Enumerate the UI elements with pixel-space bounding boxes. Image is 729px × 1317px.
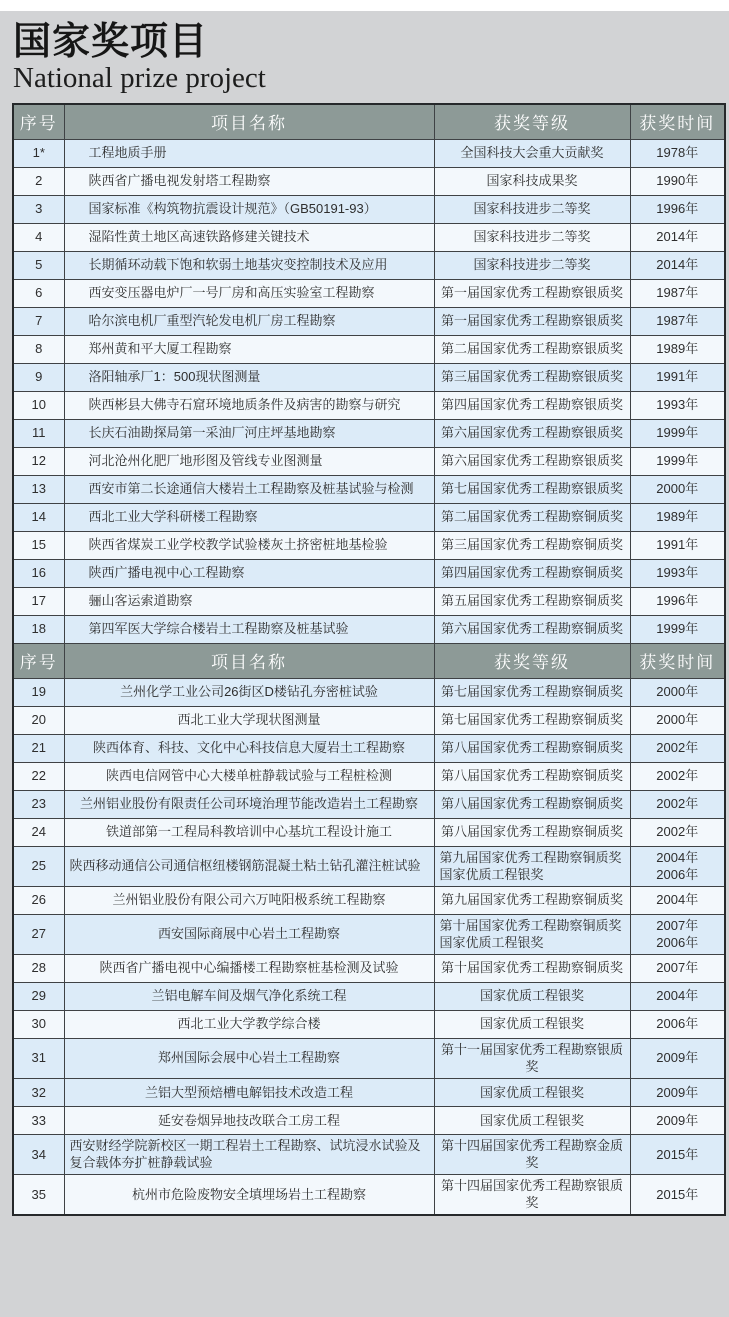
award-level-cell xyxy=(434,363,630,391)
project-name-cell: 兰铝大型预焙槽电解铝技术改造工程 xyxy=(64,1078,434,1106)
cell-line: 2009年 xyxy=(656,1084,699,1100)
award-level-cell xyxy=(434,954,630,982)
cell-line: 国家优质工程银奖 xyxy=(439,935,544,951)
cell-line: 第七届国家优秀工程勘察银质奖 xyxy=(440,481,623,497)
row-number-cell: 30 xyxy=(13,1010,64,1038)
row-number-cell: 9 xyxy=(13,363,64,391)
award-level-cell xyxy=(434,734,630,762)
table-row xyxy=(13,1134,725,1174)
cell-line: 2007年 xyxy=(656,917,699,933)
cell-line: 第九届国家优秀工程勘察铜质奖 xyxy=(439,849,622,865)
cell-line: 第一届国家优秀工程勘察银质奖 xyxy=(440,285,623,301)
cell-line: 第八届国家优秀工程勘察铜质奖 xyxy=(440,768,623,784)
cell-line: 第四届国家优秀工程勘察铜质奖 xyxy=(440,565,623,581)
row-number-cell: 2 xyxy=(13,167,64,195)
project-name-cell: 长庆石油勘探局第一采油厂河庄坪基地勘察 xyxy=(64,419,434,447)
cell-line: 2004年 xyxy=(656,988,699,1004)
row-number-cell: 26 xyxy=(13,886,64,914)
award-level-cell xyxy=(434,1010,630,1038)
award-year-cell xyxy=(630,363,725,391)
award-year-cell xyxy=(630,279,725,307)
project-name-cell: 西安变压器电炉厂一号厂房和高压实验室工程勘察 xyxy=(64,279,434,307)
cell-line: 第六届国家优秀工程勘察银质奖 xyxy=(440,425,623,441)
cell-line: 2015年 xyxy=(656,1146,699,1162)
table-row xyxy=(13,279,725,307)
award-year-cell xyxy=(630,503,725,531)
column-header: 获奖等级 xyxy=(434,643,630,678)
table-row xyxy=(13,1106,725,1134)
top-white-strip xyxy=(0,0,729,11)
award-year-cell xyxy=(630,391,725,419)
row-number-cell: 35 xyxy=(13,1174,64,1215)
row-number-cell: 6 xyxy=(13,279,64,307)
cell-line: 1993年 xyxy=(656,397,699,413)
cell-line: 2006年 xyxy=(656,867,699,883)
award-year-cell xyxy=(630,846,725,886)
table-row xyxy=(13,982,725,1010)
award-level-cell xyxy=(434,447,630,475)
project-name-cell: 延安卷烟异地技改联合工房工程 xyxy=(64,1106,434,1134)
row-number-cell: 10 xyxy=(13,391,64,419)
table-row xyxy=(13,1038,725,1078)
award-level-cell xyxy=(434,307,630,335)
row-number-cell: 1* xyxy=(13,139,64,167)
cell-line: 2002年 xyxy=(656,796,699,812)
cell-line: 2004年 xyxy=(656,892,699,908)
project-name-cell: 第四军医大学综合楼岩土工程勘察及桩基试验 xyxy=(64,615,434,643)
award-year-cell xyxy=(630,954,725,982)
column-header: 项目名称 xyxy=(64,104,434,139)
column-header: 项目名称 xyxy=(64,643,434,678)
cell-line: 1987年 xyxy=(656,313,699,329)
award-level-cell xyxy=(434,335,630,363)
project-name-cell: 兰铝电解车间及烟气净化系统工程 xyxy=(64,982,434,1010)
cell-line: 第一届国家优秀工程勘察银质奖 xyxy=(440,313,623,329)
cell-line: 2000年 xyxy=(656,684,699,700)
award-year-cell xyxy=(630,475,725,503)
cell-line: 国家优质工程银奖 xyxy=(479,1084,584,1100)
award-level-cell xyxy=(434,818,630,846)
award-level-cell xyxy=(434,678,630,706)
award-level-cell xyxy=(434,531,630,559)
cell-line: 1996年 xyxy=(656,201,699,217)
cell-line: 第十一届国家优秀工程勘察银质奖 xyxy=(440,1041,623,1075)
row-number-cell: 14 xyxy=(13,503,64,531)
project-name-cell: 陕西体育、科技、文化中心科技信息大厦岩土工程勘察 xyxy=(64,734,434,762)
table-row xyxy=(13,223,725,251)
project-name-cell: 湿陷性黄土地区高速铁路修建关键技术 xyxy=(64,223,434,251)
award-level-cell xyxy=(434,279,630,307)
project-name-cell: 西北工业大学教学综合楼 xyxy=(64,1010,434,1038)
award-level-cell xyxy=(434,1134,630,1174)
cell-line: 国家优质工程银奖 xyxy=(479,1112,584,1128)
award-year-cell xyxy=(630,982,725,1010)
prize-table xyxy=(12,103,726,1216)
row-number-cell: 11 xyxy=(13,419,64,447)
cell-line: 1991年 xyxy=(656,369,699,385)
project-name-cell: 铁道部第一工程局科教培训中心基坑工程设计施工 xyxy=(64,818,434,846)
project-name-cell: 西安市第二长途通信大楼岩土工程勘察及桩基试验与检测 xyxy=(64,475,434,503)
award-year-cell xyxy=(630,559,725,587)
table-row xyxy=(13,195,725,223)
cell-line: 1999年 xyxy=(656,621,699,637)
table-row xyxy=(13,363,725,391)
award-level-cell xyxy=(434,223,630,251)
award-year-cell xyxy=(630,1038,725,1078)
row-number-cell: 28 xyxy=(13,954,64,982)
cell-line: 2007年 xyxy=(656,960,699,976)
cell-line: 2009年 xyxy=(656,1050,699,1066)
award-year-cell xyxy=(630,818,725,846)
cell-line: 全国科技大会重大贡献奖 xyxy=(460,145,604,161)
row-number-cell: 31 xyxy=(13,1038,64,1078)
cell-line: 1999年 xyxy=(656,453,699,469)
project-name-cell: 兰州铝业股份有限公司六万吨阳极系统工程勘察 xyxy=(64,886,434,914)
award-year-cell xyxy=(630,1174,725,1215)
column-header: 获奖等级 xyxy=(434,104,630,139)
row-number-cell: 34 xyxy=(13,1134,64,1174)
cell-line: 第十四届国家优秀工程勘察金质奖 xyxy=(440,1137,623,1171)
cell-line: 第十四届国家优秀工程勘察银质奖 xyxy=(440,1177,623,1211)
table-row xyxy=(13,790,725,818)
table-row xyxy=(13,615,725,643)
award-level-cell xyxy=(434,615,630,643)
table-row xyxy=(13,706,725,734)
cell-line: 2000年 xyxy=(656,481,699,497)
cell-line: 第七届国家优秀工程勘察铜质奖 xyxy=(440,712,623,728)
table-row xyxy=(13,447,725,475)
award-level-cell xyxy=(434,139,630,167)
table-row xyxy=(13,559,725,587)
award-year-cell xyxy=(630,886,725,914)
column-header: 获奖时间 xyxy=(630,643,725,678)
row-number-cell: 27 xyxy=(13,914,64,954)
row-number-cell: 21 xyxy=(13,734,64,762)
table-header-row xyxy=(13,643,725,678)
cell-line: 1978年 xyxy=(656,145,699,161)
row-number-cell: 20 xyxy=(13,706,64,734)
award-level-cell xyxy=(434,559,630,587)
cell-line: 第六届国家优秀工程勘察铜质奖 xyxy=(440,621,623,637)
cell-line: 第八届国家优秀工程勘察铜质奖 xyxy=(440,796,623,812)
row-number-cell: 23 xyxy=(13,790,64,818)
row-number-cell: 22 xyxy=(13,762,64,790)
cell-line: 1996年 xyxy=(656,593,699,609)
cell-line: 1987年 xyxy=(656,285,699,301)
table-row xyxy=(13,251,725,279)
column-header: 序号 xyxy=(13,643,64,678)
award-level-cell xyxy=(434,1078,630,1106)
cell-line: 第六届国家优秀工程勘察银质奖 xyxy=(440,453,623,469)
project-name-cell: 长期循环动载下饱和软弱土地基灾变控制技术及应用 xyxy=(64,251,434,279)
cell-line: 1991年 xyxy=(656,537,699,553)
cell-line: 国家优质工程银奖 xyxy=(479,1016,584,1032)
project-name-cell: 兰州化学工业公司26街区D楼钻孔夯密桩试验 xyxy=(64,678,434,706)
award-level-cell xyxy=(434,1038,630,1078)
project-name-cell: 西北工业大学现状图测量 xyxy=(64,706,434,734)
award-year-cell xyxy=(630,587,725,615)
award-year-cell xyxy=(630,139,725,167)
award-year-cell xyxy=(630,734,725,762)
award-level-cell xyxy=(434,475,630,503)
cell-line: 1989年 xyxy=(656,509,699,525)
award-level-cell xyxy=(434,503,630,531)
award-year-cell xyxy=(630,1106,725,1134)
row-number-cell: 18 xyxy=(13,615,64,643)
table-row xyxy=(13,1078,725,1106)
table-row xyxy=(13,391,725,419)
cell-line: 第二届国家优秀工程勘察银质奖 xyxy=(440,341,623,357)
award-year-cell xyxy=(630,914,725,954)
cell-line: 国家优质工程银奖 xyxy=(479,988,584,1004)
award-year-cell xyxy=(630,195,725,223)
award-level-cell xyxy=(434,419,630,447)
table-row xyxy=(13,818,725,846)
cell-line: 2014年 xyxy=(656,229,699,245)
award-year-cell xyxy=(630,678,725,706)
project-name-cell: 郑州黄和平大厦工程勘察 xyxy=(64,335,434,363)
cell-line: 2006年 xyxy=(656,1016,699,1032)
cell-line: 第三届国家优秀工程勘察铜质奖 xyxy=(440,537,623,553)
project-name-cell: 陕西省广播电视中心编播楼工程勘察桩基检测及试验 xyxy=(64,954,434,982)
table-row xyxy=(13,475,725,503)
award-level-cell xyxy=(434,706,630,734)
project-name-cell: 陕西省煤炭工业学校教学试验楼灰土挤密桩地基检验 xyxy=(64,531,434,559)
cell-line: 1999年 xyxy=(656,425,699,441)
project-name-cell: 陕西电信网管中心大楼单桩静载试验与工程桩检测 xyxy=(64,762,434,790)
award-year-cell xyxy=(630,307,725,335)
cell-line: 2002年 xyxy=(656,740,699,756)
award-level-cell xyxy=(434,914,630,954)
cell-line: 国家科技进步二等奖 xyxy=(473,201,591,217)
award-level-cell xyxy=(434,587,630,615)
award-year-cell xyxy=(630,223,725,251)
award-year-cell xyxy=(630,419,725,447)
cell-line: 2015年 xyxy=(656,1186,699,1202)
project-name-cell: 工程地质手册 xyxy=(64,139,434,167)
award-year-cell xyxy=(630,531,725,559)
project-name-cell: 国家标准《构筑物抗震设计规范》（GB50191-93） xyxy=(64,195,434,223)
table-row xyxy=(13,167,725,195)
project-name-cell: 兰州铝业股份有限责任公司环境治理节能改造岩土工程勘察 xyxy=(64,790,434,818)
cell-line: 2004年 xyxy=(656,849,699,865)
award-year-cell xyxy=(630,1078,725,1106)
cell-line: 2014年 xyxy=(656,257,699,273)
award-year-cell xyxy=(630,706,725,734)
table-row xyxy=(13,1174,725,1215)
cell-line: 2000年 xyxy=(656,712,699,728)
cell-line: 第二届国家优秀工程勘察铜质奖 xyxy=(440,509,623,525)
cell-line: 2006年 xyxy=(656,935,699,951)
table-row xyxy=(13,1010,725,1038)
project-name-cell: 哈尔滨电机厂重型汽轮发电机厂房工程勘察 xyxy=(64,307,434,335)
table-row xyxy=(13,734,725,762)
row-number-cell: 24 xyxy=(13,818,64,846)
table-row xyxy=(13,503,725,531)
cell-line: 国家优质工程银奖 xyxy=(439,867,544,883)
column-header: 获奖时间 xyxy=(630,104,725,139)
award-year-cell xyxy=(630,615,725,643)
column-header: 序号 xyxy=(13,104,64,139)
cell-line: 第七届国家优秀工程勘察铜质奖 xyxy=(440,684,623,700)
row-number-cell: 4 xyxy=(13,223,64,251)
award-year-cell xyxy=(630,762,725,790)
cell-line: 国家科技成果奖 xyxy=(486,173,578,189)
cell-line: 国家科技进步二等奖 xyxy=(473,257,591,273)
row-number-cell: 29 xyxy=(13,982,64,1010)
award-level-cell xyxy=(434,1106,630,1134)
row-number-cell: 13 xyxy=(13,475,64,503)
row-number-cell: 19 xyxy=(13,678,64,706)
row-number-cell: 12 xyxy=(13,447,64,475)
project-name-cell: 陕西彬县大佛寺石窟环境地质条件及病害的勘察与研究 xyxy=(64,391,434,419)
page-title: 国家奖项目 xyxy=(13,21,209,63)
row-number-cell: 8 xyxy=(13,335,64,363)
award-year-cell xyxy=(630,447,725,475)
cell-line: 第十届国家优秀工程勘察铜质奖 xyxy=(440,960,623,976)
table-row xyxy=(13,307,725,335)
cell-line: 第八届国家优秀工程勘察铜质奖 xyxy=(440,740,623,756)
row-number-cell: 3 xyxy=(13,195,64,223)
row-number-cell: 7 xyxy=(13,307,64,335)
row-number-cell: 25 xyxy=(13,846,64,886)
award-level-cell xyxy=(434,762,630,790)
table-header-row xyxy=(13,104,725,139)
project-name-cell: 郑州国际会展中心岩土工程勘察 xyxy=(64,1038,434,1078)
row-number-cell: 32 xyxy=(13,1078,64,1106)
table-row xyxy=(13,886,725,914)
cell-line: 第八届国家优秀工程勘察铜质奖 xyxy=(440,824,623,840)
cell-line: 第五届国家优秀工程勘察铜质奖 xyxy=(440,593,623,609)
award-level-cell xyxy=(434,982,630,1010)
award-year-cell xyxy=(630,335,725,363)
award-year-cell xyxy=(630,167,725,195)
table-row xyxy=(13,954,725,982)
project-name-cell: 杭州市危险废物安全填埋场岩土工程勘察 xyxy=(64,1174,434,1215)
project-name-cell: 西安国际商展中心岩土工程勘察 xyxy=(64,914,434,954)
table-row xyxy=(13,762,725,790)
table-row xyxy=(13,846,725,886)
cell-line: 第九届国家优秀工程勘察铜质奖 xyxy=(440,892,623,908)
award-year-cell xyxy=(630,790,725,818)
table-row xyxy=(13,139,725,167)
award-level-cell xyxy=(434,391,630,419)
row-number-cell: 17 xyxy=(13,587,64,615)
prize-table-container xyxy=(12,103,724,1216)
cell-line: 2009年 xyxy=(656,1112,699,1128)
project-name-cell: 洛阳轴承厂1：500现状图测量 xyxy=(64,363,434,391)
cell-line: 1989年 xyxy=(656,341,699,357)
cell-line: 第十届国家优秀工程勘察铜质奖 xyxy=(439,917,622,933)
project-name-cell: 陕西广播电视中心工程勘察 xyxy=(64,559,434,587)
award-year-cell xyxy=(630,251,725,279)
row-number-cell: 16 xyxy=(13,559,64,587)
award-level-cell xyxy=(434,846,630,886)
row-number-cell: 5 xyxy=(13,251,64,279)
award-level-cell xyxy=(434,195,630,223)
award-level-cell xyxy=(434,1174,630,1215)
cell-line: 2002年 xyxy=(656,768,699,784)
project-name-cell: 陕西移动通信公司通信枢纽楼钢筋混凝土粘土钻孔灌注桩试验 xyxy=(64,846,434,886)
award-level-cell xyxy=(434,167,630,195)
cell-line: 第四届国家优秀工程勘察银质奖 xyxy=(440,397,623,413)
table-row xyxy=(13,678,725,706)
cell-line: 1993年 xyxy=(656,565,699,581)
table-row xyxy=(13,335,725,363)
row-number-cell: 33 xyxy=(13,1106,64,1134)
award-level-cell xyxy=(434,886,630,914)
page-header xyxy=(0,11,729,93)
cell-line: 2002年 xyxy=(656,824,699,840)
project-name-cell: 河北沧州化肥厂地形图及管线专业图测量 xyxy=(64,447,434,475)
project-name-cell: 骊山客运索道勘察 xyxy=(64,587,434,615)
cell-line: 第三届国家优秀工程勘察银质奖 xyxy=(440,369,623,385)
table-row xyxy=(13,914,725,954)
award-level-cell xyxy=(434,790,630,818)
award-year-cell xyxy=(630,1010,725,1038)
table-row xyxy=(13,531,725,559)
award-year-cell xyxy=(630,1134,725,1174)
row-number-cell: 15 xyxy=(13,531,64,559)
table-row xyxy=(13,587,725,615)
cell-line: 国家科技进步二等奖 xyxy=(473,229,591,245)
project-name-cell: 西北工业大学科研楼工程勘察 xyxy=(64,503,434,531)
award-level-cell xyxy=(434,251,630,279)
project-name-cell: 陕西省广播电视发射塔工程勘察 xyxy=(64,167,434,195)
cell-line: 1990年 xyxy=(656,173,699,189)
page-subtitle: National prize project xyxy=(13,61,266,94)
prize-table-body xyxy=(13,104,725,1215)
project-name-cell: 西安财经学院新校区一期工程岩土工程勘察、试坑浸水试验及复合载体夯扩桩静载试验 xyxy=(64,1134,434,1174)
table-row xyxy=(13,419,725,447)
